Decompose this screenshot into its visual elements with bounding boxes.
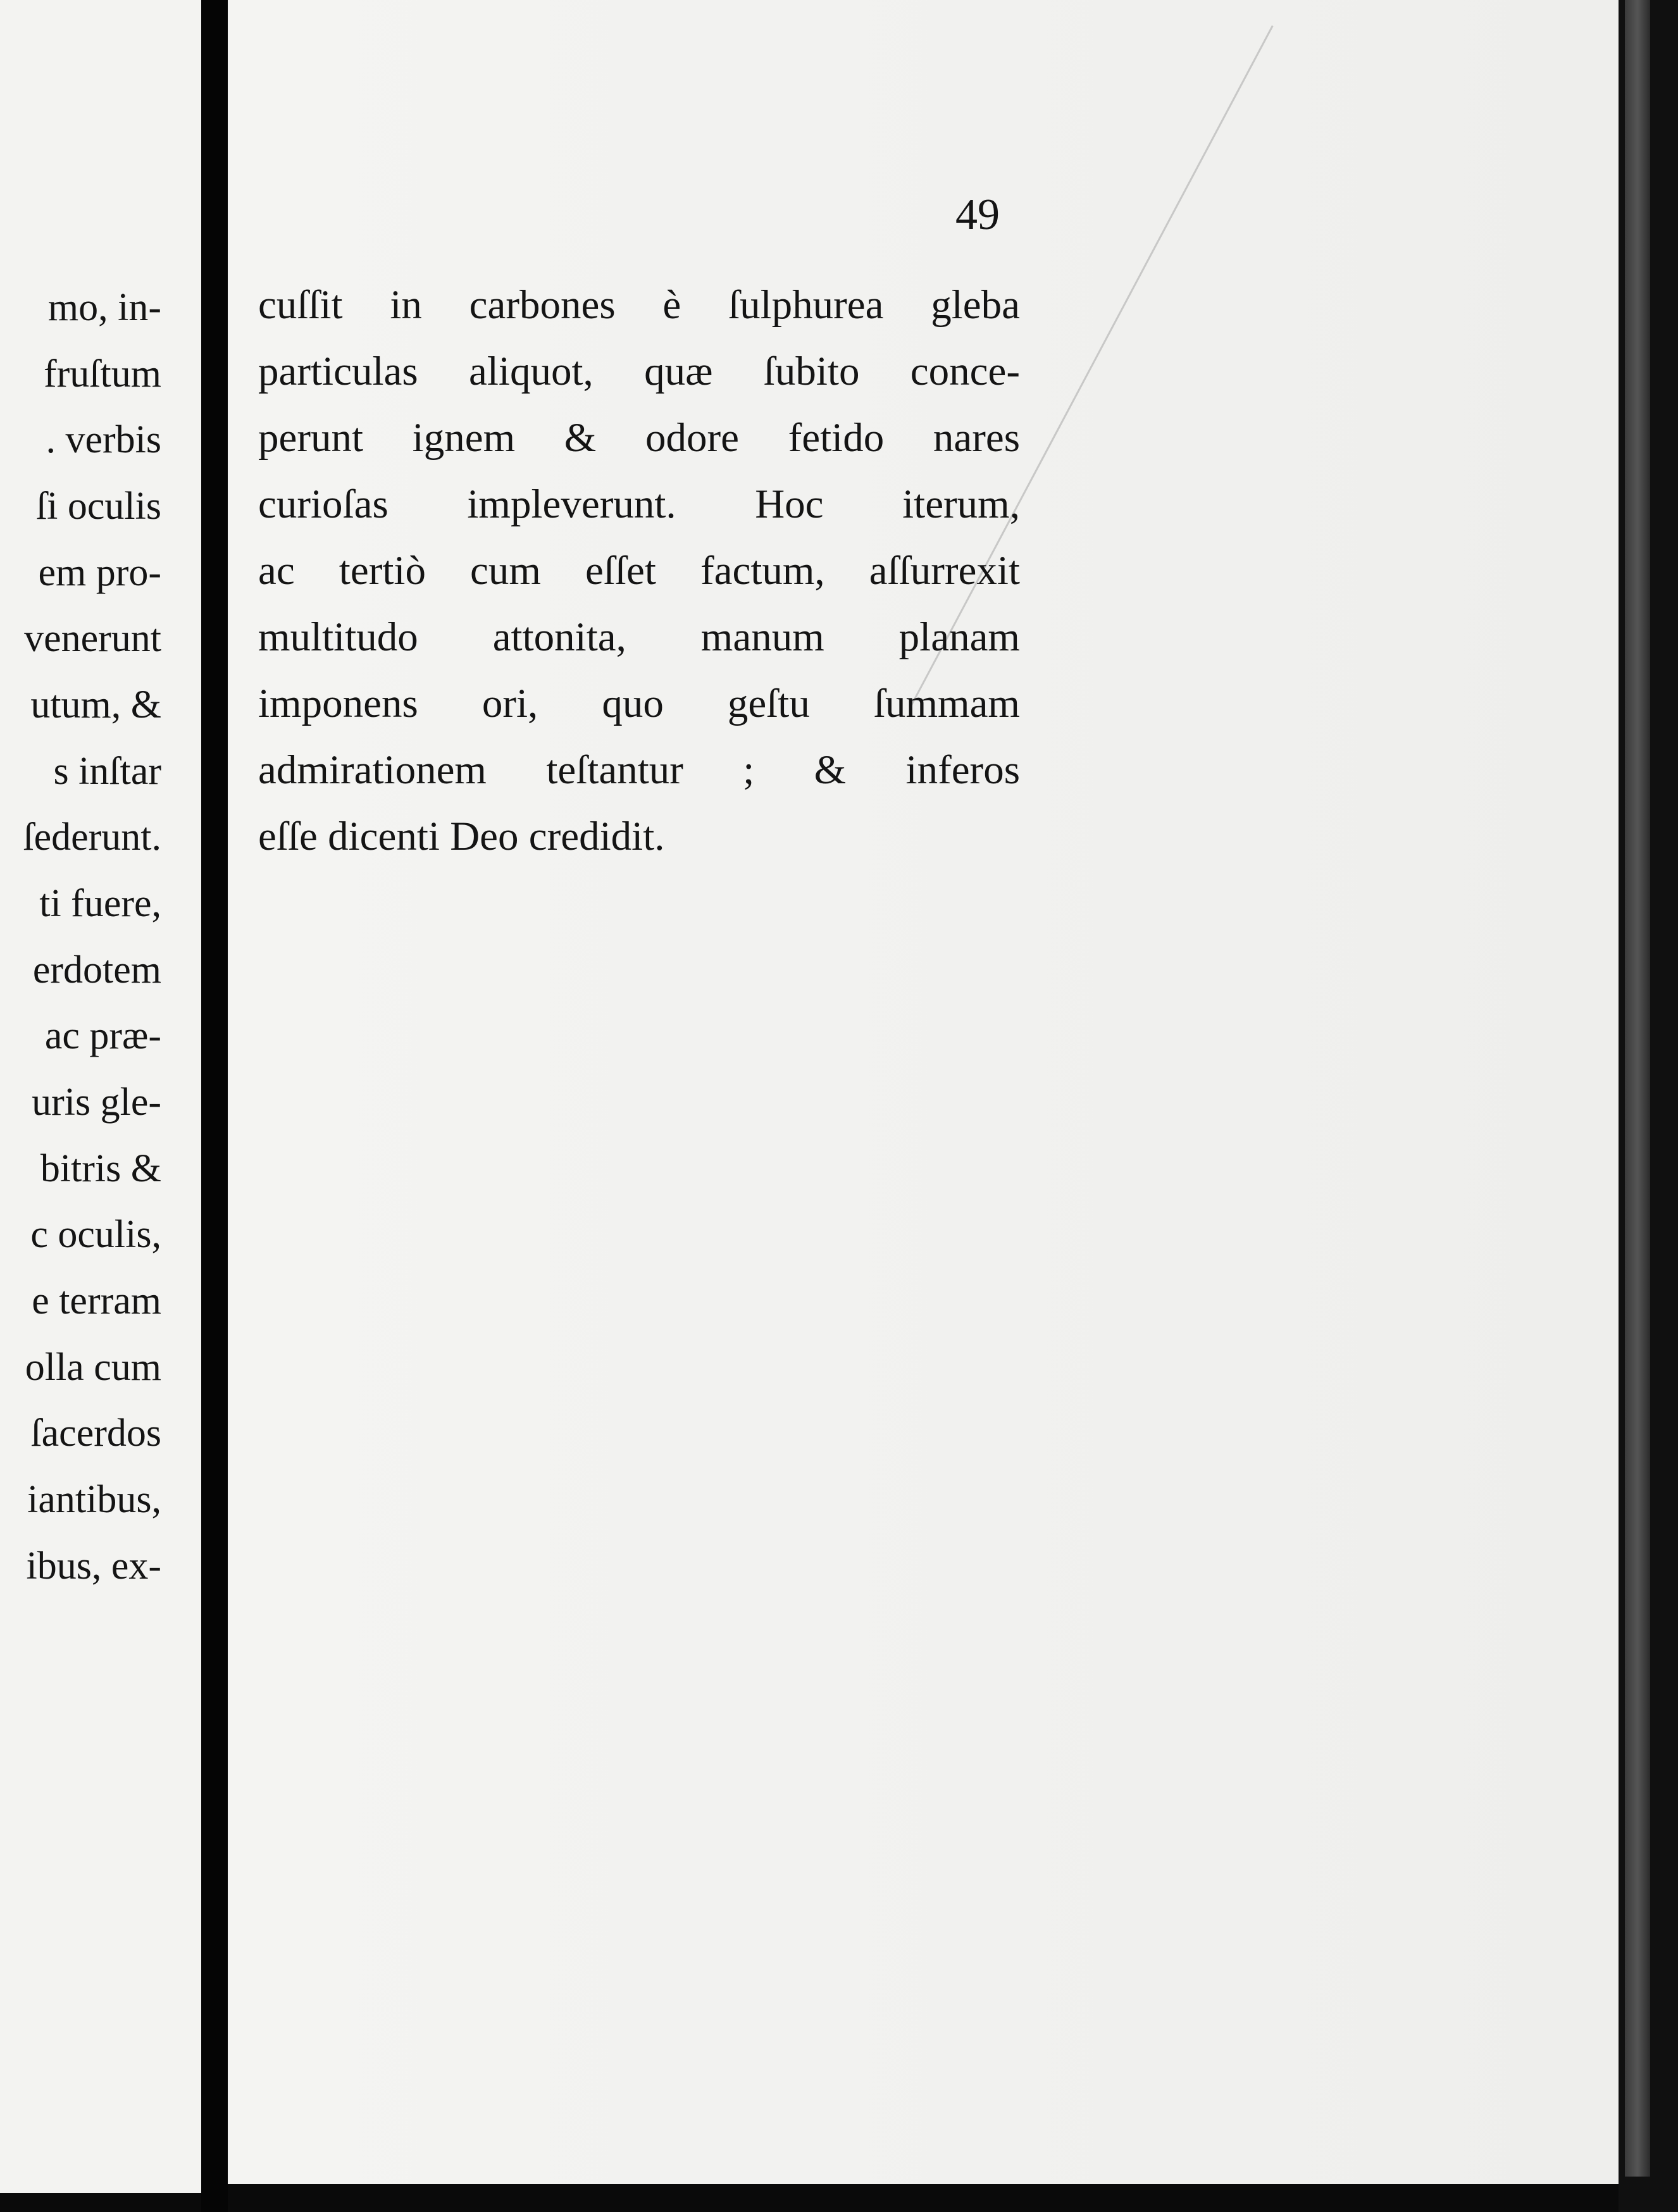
page-number: 49 — [955, 190, 1000, 239]
left-line: uris gle- — [32, 1081, 161, 1124]
text-line: perunt ignem & odore fetido nares — [258, 415, 1020, 461]
left-line: olla cum — [25, 1346, 161, 1389]
left-line: utum, & — [30, 683, 161, 726]
text-line: eſſe dicenti Deo credidit. — [258, 814, 665, 859]
left-line: ibus, ex- — [26, 1544, 161, 1588]
left-line: fruſtum — [44, 352, 161, 395]
text-line: curioſas impleverunt. Hoc iterum, — [258, 482, 1020, 527]
body-text — [258, 272, 1020, 870]
right-page — [228, 0, 1619, 2184]
page-stack-edge — [1625, 0, 1650, 2177]
text-line: imponens ori, quo geſtu ſummam — [258, 681, 1020, 726]
left-line: ti fuere, — [39, 882, 161, 925]
left-line: em pro- — [38, 551, 161, 594]
left-line: erdotem — [32, 948, 161, 991]
left-line: c oculis, — [30, 1213, 161, 1256]
text-line: multitudo attonita, manum planam — [258, 614, 1020, 660]
text-line: cuſſit in carbones è ſulphurea gleba — [258, 282, 1020, 328]
left-line: . verbis — [46, 418, 161, 461]
left-line: ſederunt. — [23, 816, 161, 859]
left-line: ſacerdos — [30, 1412, 161, 1455]
left-line: ac præ- — [44, 1014, 161, 1057]
left-line: e terram — [32, 1279, 161, 1322]
left-line: iantibus, — [27, 1478, 161, 1521]
left-page — [0, 0, 201, 2193]
text-line: ac tertiò cum eſſet factum, aſſurrexit — [258, 548, 1020, 593]
left-line: s inſtar — [53, 750, 161, 793]
left-line: bitris & — [40, 1147, 161, 1190]
text-line: particulas aliquot, quæ ſubito conce- — [258, 349, 1020, 394]
text-line: admirationem teſtantur ; & inferos — [258, 747, 1020, 793]
left-line: ſi oculis — [35, 485, 161, 528]
left-line: venerunt — [24, 617, 161, 660]
book-gutter — [201, 0, 228, 2212]
left-line: mo, in- — [47, 286, 161, 329]
